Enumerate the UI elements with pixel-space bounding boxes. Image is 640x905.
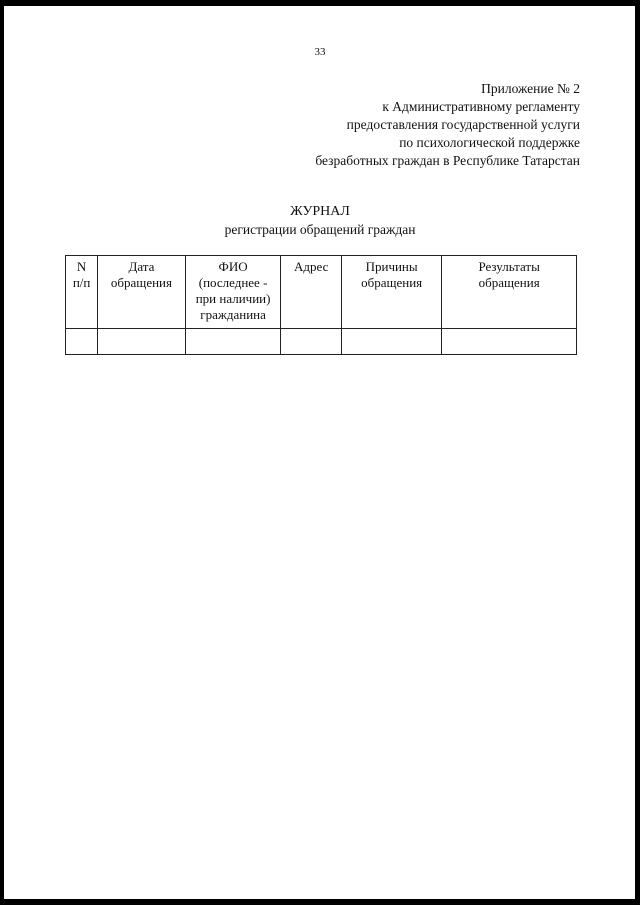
appendix-note <box>315 80 580 170</box>
page-number: 33 <box>314 46 326 58</box>
header-line: гражданина <box>200 307 266 322</box>
scan-border-right <box>635 0 640 905</box>
journal-title: ЖУРНАЛ <box>290 204 350 219</box>
scan-border-top <box>0 0 640 6</box>
scan-border-bottom <box>0 899 640 905</box>
header-result <box>442 256 577 329</box>
header-fio <box>185 256 281 329</box>
appendix-line: по психологической поддержке <box>399 135 580 150</box>
header-line: обращения <box>361 275 423 290</box>
header-line: ФИО <box>218 259 248 274</box>
table-cell <box>66 329 98 355</box>
appendix-line: к Административному регламенту <box>382 99 580 114</box>
table-cell <box>281 329 341 355</box>
header-reason <box>341 256 441 329</box>
table-cell <box>185 329 281 355</box>
header-line: (последнее - <box>198 275 268 290</box>
header-address <box>281 256 341 329</box>
header-line: Результаты <box>478 259 540 274</box>
appendix-line: безработных граждан в Республике Татарстан <box>315 153 580 168</box>
table-cell <box>442 329 577 355</box>
header-line: обращения <box>110 275 172 290</box>
header-line: п/п <box>72 275 91 290</box>
appendix-line: предоставления государственной услуги <box>346 117 580 132</box>
header-line: обращения <box>478 275 540 290</box>
table-row <box>66 329 577 355</box>
header-date <box>98 256 185 329</box>
header-line: при наличии) <box>195 291 271 306</box>
journal-table <box>65 255 577 355</box>
appendix-line: Приложение № 2 <box>481 81 580 96</box>
header-number <box>66 256 98 329</box>
header-line: N <box>76 259 87 274</box>
journal-subtitle: регистрации обращений граждан <box>224 222 416 237</box>
scan-border-left <box>0 0 4 905</box>
table-header-row <box>66 256 577 329</box>
header-line: Дата <box>128 259 155 274</box>
table-cell <box>341 329 441 355</box>
header-line: Адрес <box>294 259 329 274</box>
table-cell <box>98 329 185 355</box>
header-line: Причины <box>365 259 418 274</box>
